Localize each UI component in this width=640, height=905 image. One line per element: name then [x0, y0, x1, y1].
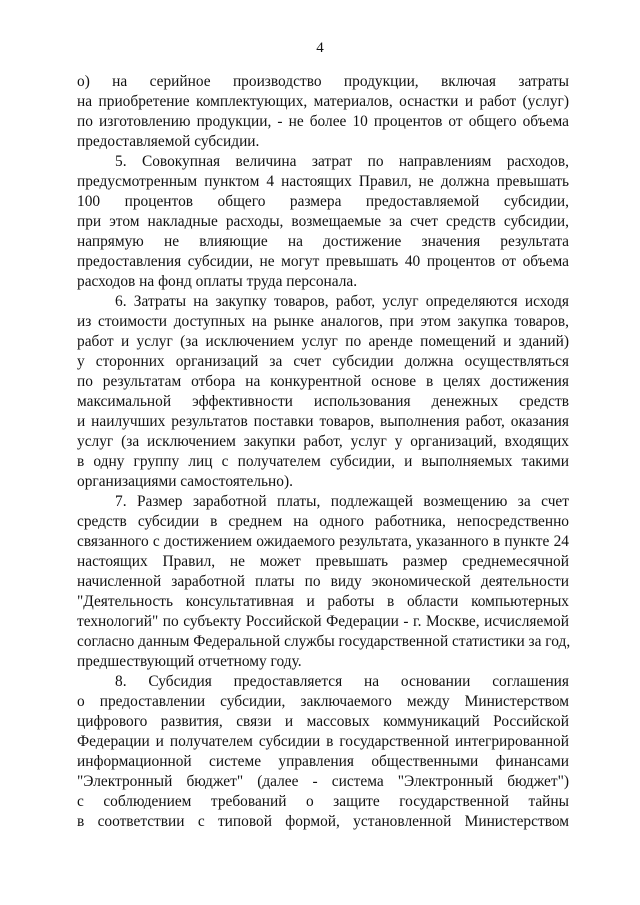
document-body	[77, 72, 569, 832]
text-line: напрямую не влияющие на достижение значения результата	[77, 233, 569, 250]
text-line: настоящих Правил, не может превышать размер среднемесячной	[77, 553, 569, 570]
text-line: цифрового развития, связи и массовых коммуникаций Российской	[77, 713, 569, 730]
paragraph-p-6	[77, 292, 569, 492]
text-line: 5. Совокупная величина затрат по направлениям расходов,	[115, 153, 569, 170]
text-line: технологий" по субъекту Российской Федерации - г. Москве, исчисляемой	[77, 613, 569, 630]
text-line: 7. Размер заработной платы, подлежащей возмещению за счет	[115, 493, 569, 510]
text-line: информационной системе управления общественными финансами	[77, 753, 569, 770]
text-line: по изготовлению продукции, - не более 10 процентов от общего объема	[77, 113, 569, 130]
paragraph-p-o	[77, 72, 569, 152]
paragraph-p-5	[77, 152, 569, 292]
text-line: предусмотренным пунктом 4 настоящих Правил, не должна превышать	[77, 173, 569, 190]
text-line: "Деятельность консультативная и работы в области компьютерных	[77, 593, 569, 610]
page-number: 4	[316, 40, 324, 56]
text-line: работ и услуг (за исключением услуг по аренде помещений и зданий)	[77, 333, 569, 350]
text-line: 6. Затраты на закупку товаров, работ, услуг определяются исходя	[115, 293, 569, 310]
text-line: у сторонних организаций за счет субсидии должна осуществляться	[77, 353, 569, 370]
text-line: 100 процентов общего размера предоставляемой субсидии,	[77, 193, 569, 210]
text-line: "Электронный бюджет" (далее - система "Электронный бюджет")	[77, 773, 569, 790]
text-line: по результатам отбора на конкурентной основе в целях достижения	[77, 373, 569, 390]
text-line: расходов на фонд оплаты труда персонала.	[77, 273, 358, 290]
text-line: с соблюдением требований о защите государственной тайны	[77, 793, 569, 810]
text-line: при этом накладные расходы, возмещаемые за счет средств субсидии,	[77, 213, 569, 230]
text-line: в одну группу лиц с получателем субсидии, и выполняемых такими	[77, 453, 569, 470]
text-line: организациями самостоятельно).	[77, 473, 293, 490]
text-line: средств субсидии в среднем на одного работника, непосредственно	[77, 513, 569, 530]
text-line: 8. Субсидия предоставляется на основании соглашения	[115, 673, 569, 690]
text-line: и наилучших результатов поставки товаров, выполнения работ, оказания	[77, 413, 569, 430]
text-line: согласно данным Федеральной службы государственной статистики за год,	[77, 633, 571, 650]
text-line: из стоимости доступных на рынке аналогов, при этом закупка товаров,	[77, 313, 569, 330]
paragraph-p-7	[77, 492, 569, 672]
text-line: в соответствии с типовой формой, установленной Министерством	[77, 813, 569, 830]
text-line: максимальной эффективности использования денежных средств	[77, 393, 569, 410]
text-line: начисленной заработной платы по виду экономической деятельности	[77, 573, 569, 590]
paragraph-p-8	[77, 672, 569, 832]
text-line: предоставления субсидии, не могут превышать 40 процентов от объема	[77, 253, 569, 270]
text-line: предшествующий отчетному году.	[77, 653, 302, 670]
text-line: предоставляемой субсидии.	[77, 133, 260, 150]
text-line: о) на серийное производство продукции, включая затраты	[77, 73, 569, 90]
text-line: Федерации и получателем субсидии в государственной интегрированной	[77, 733, 569, 750]
text-line: на приобретение комплектующих, материалов, оснастки и работ (услуг)	[77, 93, 569, 110]
text-line: о предоставлении субсидии, заключаемого между Министерством	[77, 693, 569, 710]
text-line: связанного с достижением ожидаемого результата, указанного в пункте 24	[77, 533, 569, 550]
text-line: услуг (за исключением закупки работ, услуг у организаций, входящих	[77, 433, 569, 450]
